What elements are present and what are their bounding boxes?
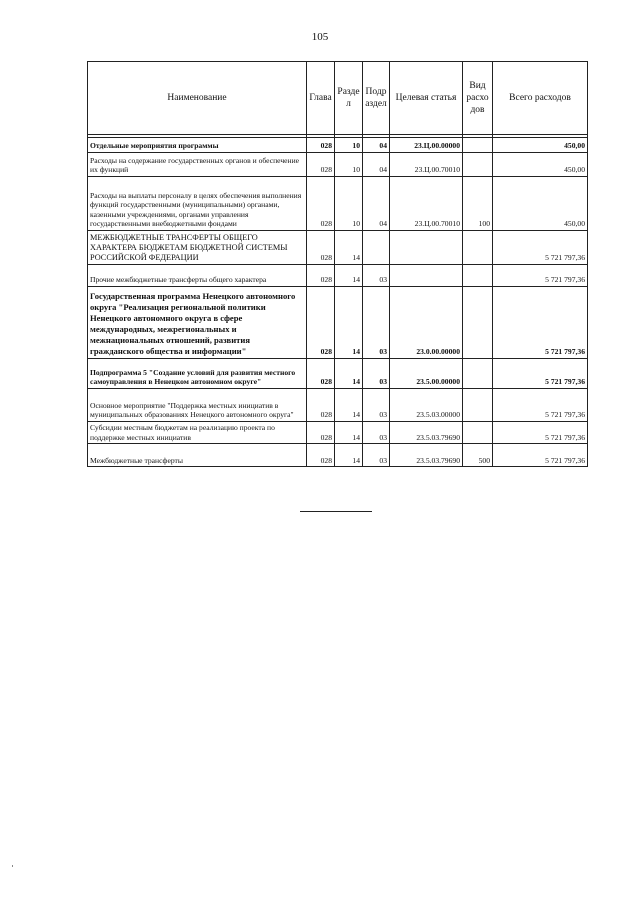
table-row	[88, 444, 588, 467]
cell-total: 5 721 797,36	[493, 389, 588, 422]
cell-name: МЕЖБЮДЖЕТНЫЕ ТРАНСФЕРТЫ ОБЩЕГО ХАРАКТЕРА БЮДЖЕТАМ БЮДЖЕТНОЙ СИСТЕМЫ РОССИЙСКОЙ ФЕДЕРАЦИИ	[88, 231, 307, 265]
cell-razdel: 14	[335, 265, 363, 287]
cell-glava: 028	[307, 177, 335, 231]
header-target: Целевая статья	[390, 62, 463, 135]
cell-total: 450,00	[493, 138, 588, 153]
cell-razdel: 10	[335, 153, 363, 177]
cell-name: Государственная программа Ненецкого автономного округа "Реализация региональной политики Ненецкого автономного округа в сфере международных, межрегиональных и межнациональных отношений, развития гражданского общества и информации"	[88, 287, 307, 359]
cell-target: 23.5.03.79690	[390, 444, 463, 467]
cell-glava: 028	[307, 422, 335, 444]
table-row	[88, 231, 588, 265]
cell-vid	[463, 265, 493, 287]
header-razdel: Разде л	[335, 62, 363, 135]
cell-glava: 028	[307, 359, 335, 389]
cell-vid	[463, 287, 493, 359]
cell-glava: 028	[307, 231, 335, 265]
cell-razdel: 14	[335, 287, 363, 359]
table-row	[88, 359, 588, 389]
cell-target: 23.5.00.00000	[390, 359, 463, 389]
header-glava: Глава	[307, 62, 335, 135]
cell-podrazdel: 03	[363, 265, 390, 287]
cell-razdel: 14	[335, 422, 363, 444]
cell-glava: 028	[307, 389, 335, 422]
cell-target: 23.Ц.00.70010	[390, 177, 463, 231]
cell-target: 23.0.00.00000	[390, 287, 463, 359]
cell-total: 5 721 797,36	[493, 359, 588, 389]
cell-target: 23.5.03.00000	[390, 389, 463, 422]
table-row	[88, 389, 588, 422]
cell-name: Отдельные мероприятия программы	[88, 138, 307, 153]
cell-podrazdel: 03	[363, 359, 390, 389]
scan-mark	[12, 865, 13, 867]
cell-podrazdel: 03	[363, 389, 390, 422]
header-podrazdel: Подр аздел	[363, 62, 390, 135]
cell-vid	[463, 422, 493, 444]
cell-vid: 100	[463, 177, 493, 231]
cell-name: Расходы на выплаты персоналу в целях обеспечения выполнения функций государственными (муниципальными) органами, казенными учреждениями, органами управления государственными внебюджетными фондами	[88, 177, 307, 231]
cell-podrazdel: 03	[363, 422, 390, 444]
budget-table	[87, 61, 588, 467]
cell-glava: 028	[307, 265, 335, 287]
cell-glava: 028	[307, 444, 335, 467]
cell-target: 23.Ц.00.70010	[390, 153, 463, 177]
cell-total: 5 721 797,36	[493, 287, 588, 359]
cell-podrazdel: 04	[363, 138, 390, 153]
header-vid: Вид расхо дов	[463, 62, 493, 135]
cell-podrazdel	[363, 231, 390, 265]
header-total: Всего расходов	[493, 62, 588, 135]
cell-podrazdel: 04	[363, 177, 390, 231]
cell-glava: 028	[307, 138, 335, 153]
cell-razdel: 14	[335, 359, 363, 389]
cell-razdel: 14	[335, 444, 363, 467]
cell-razdel: 14	[335, 231, 363, 265]
cell-total: 450,00	[493, 153, 588, 177]
cell-target	[390, 231, 463, 265]
cell-razdel: 14	[335, 389, 363, 422]
cell-name: Межбюджетные трансферты	[88, 444, 307, 467]
table-row	[88, 265, 588, 287]
table-row	[88, 177, 588, 231]
cell-vid	[463, 138, 493, 153]
table-row	[88, 153, 588, 177]
cell-glava: 028	[307, 153, 335, 177]
cell-vid	[463, 231, 493, 265]
cell-total: 5 721 797,36	[493, 422, 588, 444]
cell-target	[390, 265, 463, 287]
cell-vid	[463, 389, 493, 422]
cell-total: 5 721 797,36	[493, 444, 588, 467]
cell-total: 450,00	[493, 177, 588, 231]
cell-total: 5 721 797,36	[493, 231, 588, 265]
table-row	[88, 138, 588, 153]
end-separator-line	[300, 511, 372, 512]
cell-razdel: 10	[335, 138, 363, 153]
table-row	[88, 287, 588, 359]
cell-podrazdel: 03	[363, 287, 390, 359]
cell-name: Прочие межбюджетные трансферты общего характера	[88, 265, 307, 287]
cell-vid: 500	[463, 444, 493, 467]
cell-total: 5 721 797,36	[493, 265, 588, 287]
cell-target: 23.5.03.79690	[390, 422, 463, 444]
cell-target: 23.Ц.00.00000	[390, 138, 463, 153]
cell-name: Субсидии местным бюджетам на реализацию проекта по поддержке местных инициатив	[88, 422, 307, 444]
page-number: 105	[311, 31, 329, 43]
cell-glava: 028	[307, 287, 335, 359]
cell-name: Основное мероприятие "Поддержка местных инициатив в муниципальных образованиях Ненецкого автономного округа"	[88, 389, 307, 422]
cell-podrazdel: 03	[363, 444, 390, 467]
cell-podrazdel: 04	[363, 153, 390, 177]
cell-name: Подпрограмма 5 "Создание условий для развития местного самоуправления в Ненецком автономном округе"	[88, 359, 307, 389]
cell-vid	[463, 359, 493, 389]
header-name: Наименование	[88, 62, 307, 135]
table-row	[88, 422, 588, 444]
cell-name: Расходы на содержание государственных органов и обеспечение их функций	[88, 153, 307, 177]
table-header-row	[88, 62, 588, 135]
cell-vid	[463, 153, 493, 177]
cell-razdel: 10	[335, 177, 363, 231]
